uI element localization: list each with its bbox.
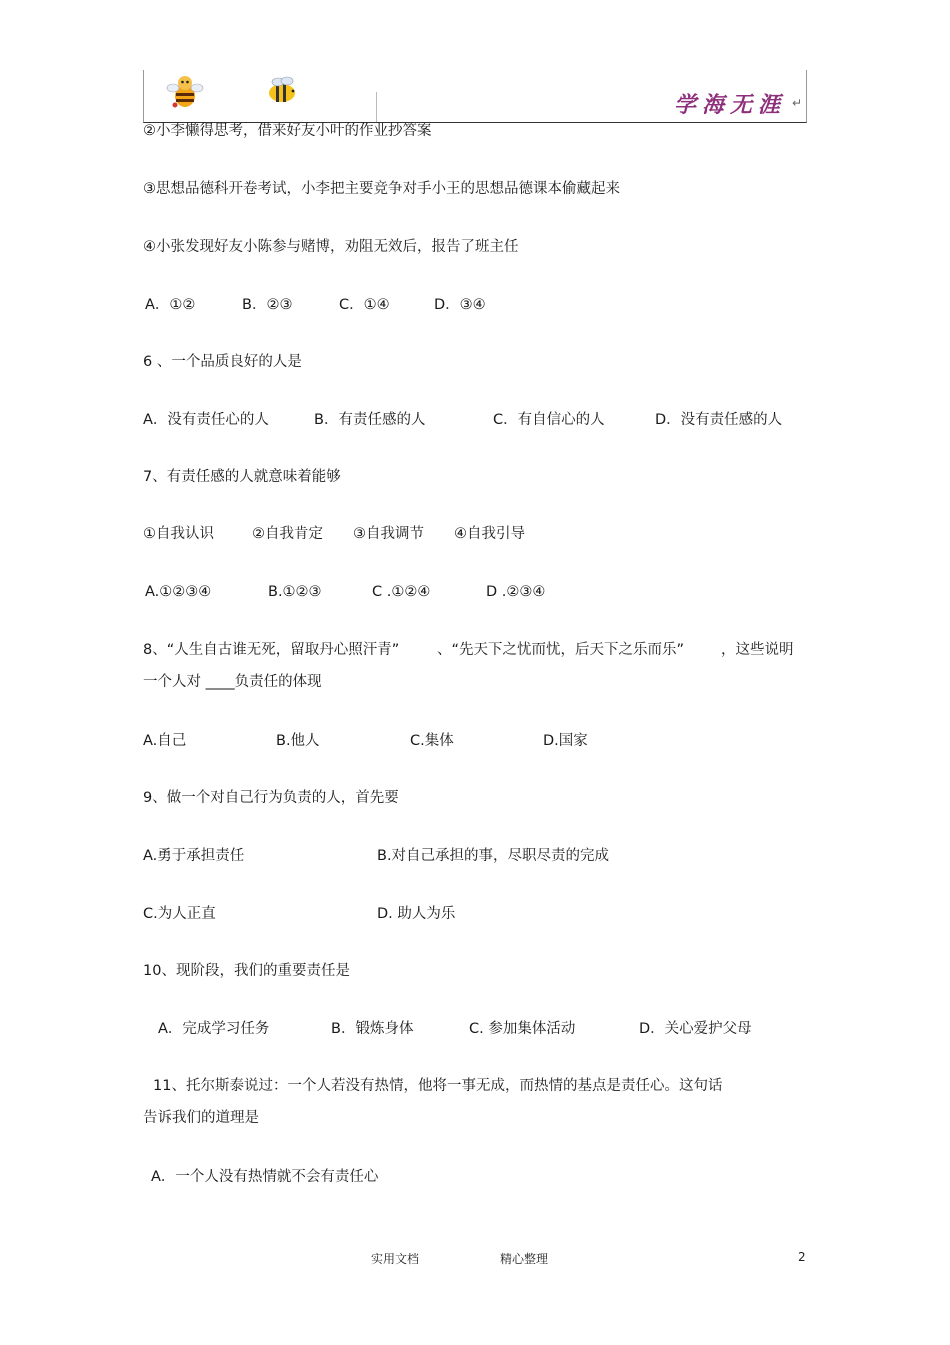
q7-option-c: C .①②④	[372, 584, 431, 600]
q8-stem-line2: 一个人对 ____负责任的体现	[143, 674, 322, 690]
q5-option-c: C．①④	[339, 297, 390, 313]
q8-option-d: D.国家	[543, 733, 588, 749]
q5-option-b: B．②③	[242, 297, 293, 313]
q5-item-2: ②小李懒得思考，借来好友小叶的作业抄答案	[143, 123, 432, 139]
footer-left-text: 实用文档	[371, 1252, 420, 1266]
bee-icon	[264, 76, 300, 104]
header-divider	[376, 92, 377, 122]
q7-stem: 7、有责任感的人就意味着能够	[143, 469, 341, 485]
q10-option-a: A．完成学习任务	[158, 1021, 270, 1037]
q8-option-b: B.他人	[276, 733, 320, 749]
q8-stem-part1: 8、“人生自古谁无死，留取丹心照汗青”	[143, 642, 400, 658]
q7-option-d: D .②③④	[486, 584, 546, 600]
q6-option-a: A．没有责任心的人	[143, 412, 269, 428]
q7-option-a: A.①②③④	[145, 584, 212, 600]
q6-option-d: D．没有责任感的人	[655, 412, 783, 428]
q9-option-c: C.为人正直	[143, 906, 216, 922]
q6-option-b: B．有责任感的人	[314, 412, 426, 428]
q6-stem: 6 、一个品质良好的人是	[143, 354, 302, 370]
q9-stem: 9、做一个对自己行为负责的人，首先要	[143, 790, 399, 806]
q8-stem-part2: 、“先天下之忧而忧，后天下之乐而乐”	[437, 642, 685, 658]
q5-option-d: D．③④	[434, 297, 486, 313]
q8-option-a: A.自己	[143, 733, 187, 749]
q10-option-c: C. 参加集体活动	[469, 1021, 576, 1037]
q7-item-3: ③自我调节	[353, 526, 424, 542]
q7-option-b: B.①②③	[268, 584, 322, 600]
q5-option-a: A．①②	[145, 297, 196, 313]
q11-stem-line1: 11、托尔斯泰说过：一个人若没有热情，他将一事无成，而热情的基点是责任心。这句话	[153, 1078, 723, 1094]
q8-option-c: C.集体	[410, 733, 454, 749]
q8-stem-part3: ，这些说明	[721, 642, 794, 658]
q10-option-d: D．关心爱护父母	[639, 1021, 752, 1037]
q11-stem-line2: 告诉我们的道理是	[143, 1110, 259, 1126]
q5-item-4: ④小张发现好友小陈参与赌博，劝阻无效后，报告了班主任	[143, 239, 519, 255]
q9-option-a: A.勇于承担责任	[143, 848, 245, 864]
q5-item-3: ③思想品德科开卷考试，小李把主要竞争对手小王的思想品德课本偷藏起来	[143, 181, 620, 197]
q7-item-2: ②自我肯定	[252, 526, 323, 542]
footer-center-text: 精心整理	[500, 1252, 549, 1266]
header-motto: 学海无涯	[673, 92, 786, 118]
q7-item-4: ④自我引导	[454, 526, 525, 542]
return-mark: ↵	[791, 96, 802, 110]
page-header	[143, 70, 807, 123]
q9-option-d: D. 助人为乐	[377, 906, 456, 922]
bee-mascot-icon	[166, 72, 204, 110]
page-number: 2	[798, 1250, 806, 1264]
q10-stem: 10、现阶段，我们的重要责任是	[143, 963, 350, 979]
q10-option-b: B．锻炼身体	[331, 1021, 414, 1037]
q11-option-a: A．一个人没有热情就不会有责任心	[151, 1169, 379, 1185]
q7-item-1: ①自我认识	[143, 526, 214, 542]
q9-option-b: B.对自己承担的事，尽职尽责的完成	[377, 848, 610, 864]
q6-option-c: C．有自信心的人	[493, 412, 605, 428]
